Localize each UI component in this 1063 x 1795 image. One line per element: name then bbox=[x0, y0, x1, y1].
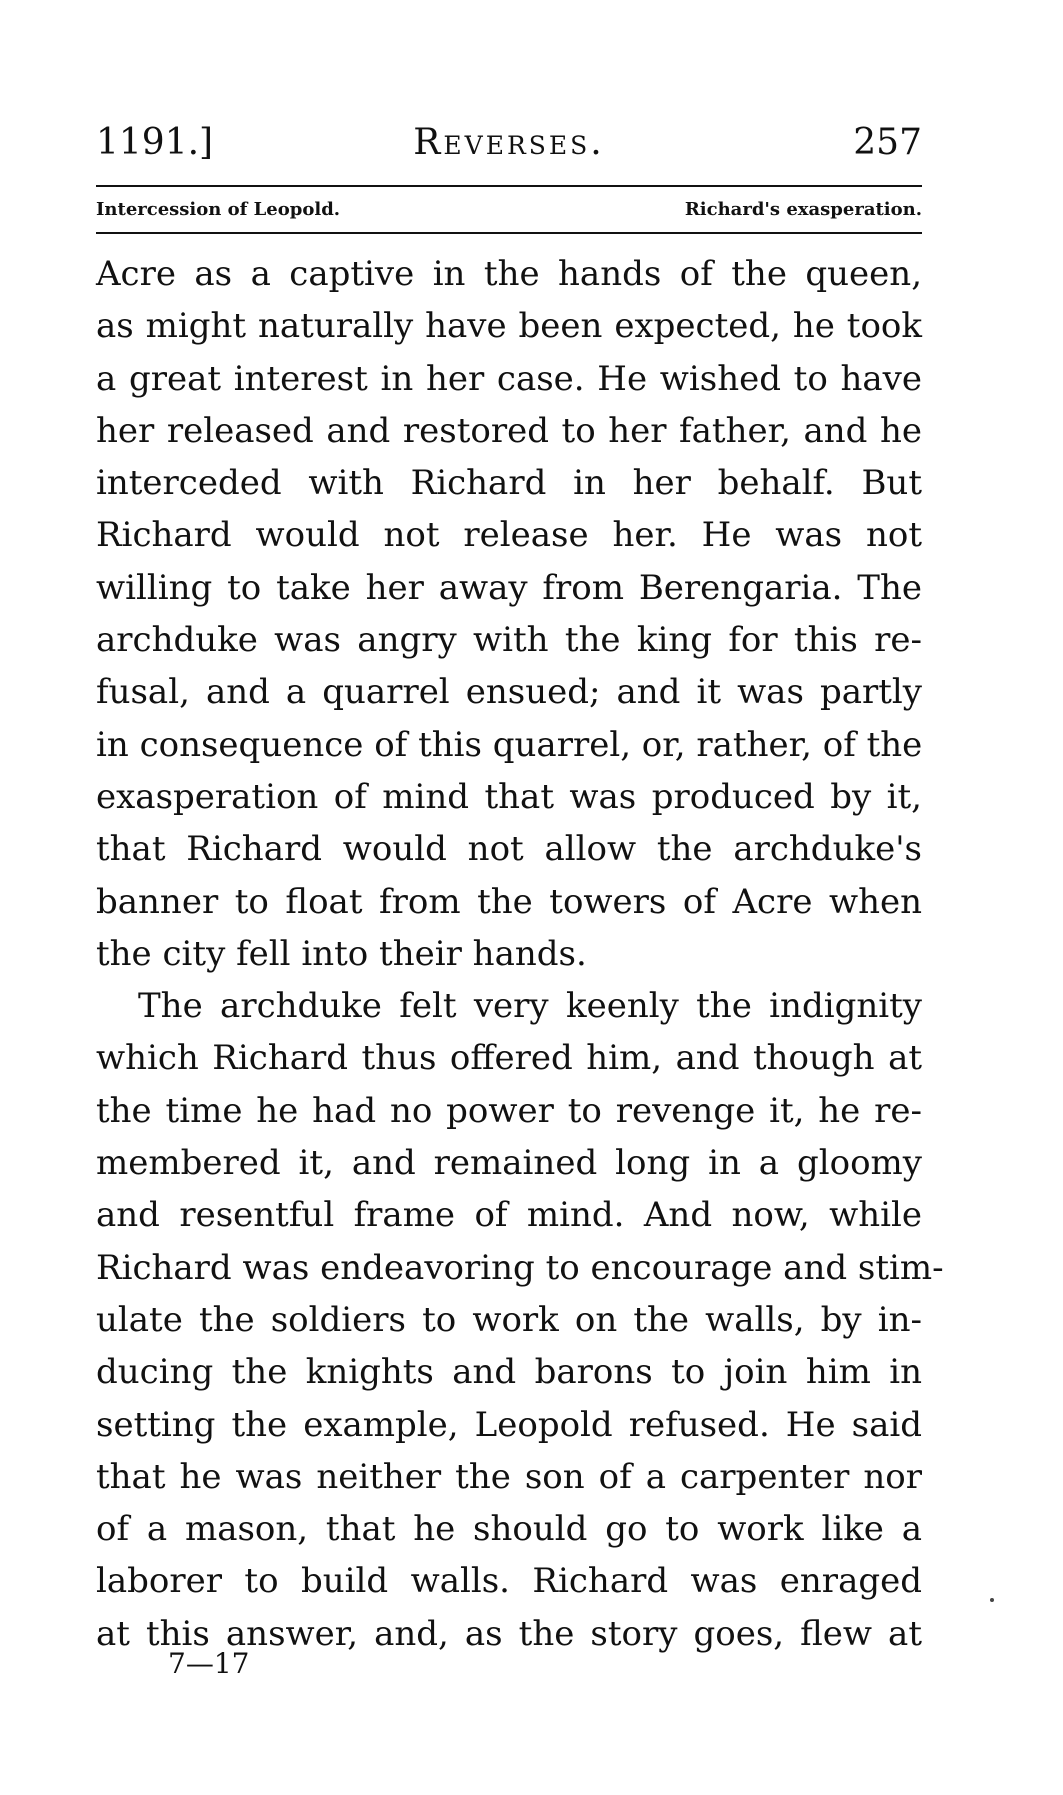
text-line: laborer to build walls. Richard was enraged bbox=[96, 1561, 922, 1602]
paragraph-end-line: the city fell into their hands. bbox=[96, 933, 587, 974]
marginal-subheadings bbox=[96, 192, 922, 228]
text-line: and resentful frame of mind. And now, while bbox=[96, 1195, 922, 1236]
text-line: fusal, and a quarrel ensued; and it was partly bbox=[96, 672, 922, 713]
text-line: in consequence of this quarrel, or, rather, of the bbox=[96, 724, 923, 765]
text-line: willing to take her away from Berengaria. The bbox=[96, 567, 922, 608]
text-line: setting the example, Leopold refused. He said bbox=[96, 1404, 922, 1445]
running-header bbox=[96, 118, 922, 168]
text-line: the time he had no power to revenge it, he re- bbox=[96, 1090, 922, 1131]
text-line: which Richard thus offered him, and though at bbox=[96, 1038, 922, 1079]
text-line: Acre as a captive in the hands of the queen, bbox=[96, 254, 922, 294]
text-line: Richard would not release her. He was not bbox=[96, 515, 922, 556]
text-line: a great interest in her case. He wished to have bbox=[96, 358, 922, 399]
signature-mark: 7—17 bbox=[168, 1647, 250, 1680]
text-line: Richard was endeavoring to encourage and stim- bbox=[96, 1247, 944, 1288]
subheading-left: Intercession of Leopold. bbox=[96, 199, 341, 220]
paragraph-start-line: The archduke felt very keenly the indignity bbox=[138, 986, 922, 1027]
text-line: at this answer, and, as the story goes, flew at bbox=[96, 1613, 922, 1654]
text-line: interceded with Richard in her behalf. But bbox=[96, 463, 922, 504]
text-line: exasperation of mind that was produced by it, bbox=[96, 776, 922, 817]
text-line: membered it, and remained long in a gloomy bbox=[96, 1143, 922, 1184]
header-rule-bottom bbox=[96, 232, 922, 234]
text-line: of a mason, that he should go to work like a bbox=[96, 1509, 922, 1550]
text-line: that Richard would not allow the archduke's bbox=[96, 829, 922, 870]
text-line: archduke was angry with the king for this re- bbox=[96, 620, 922, 661]
page-number: 257 bbox=[853, 122, 922, 163]
header-year: 1191.] bbox=[96, 122, 214, 163]
text-line: that he was neither the son of a carpenter nor bbox=[96, 1456, 922, 1497]
text-line: as might naturally have been expected, he took bbox=[96, 306, 922, 347]
text-line: her released and restored to her father, and he bbox=[96, 410, 922, 451]
text-line: banner to float from the towers of Acre when bbox=[96, 881, 922, 922]
text-line: ulate the soldiers to work on the walls, by in- bbox=[96, 1299, 922, 1340]
subheading-right: Richard's exasperation. bbox=[684, 199, 922, 220]
print-speck bbox=[990, 1598, 994, 1602]
body-text bbox=[96, 248, 944, 1660]
header-rule-top bbox=[96, 185, 922, 187]
text-line: ducing the knights and barons to join him in bbox=[96, 1352, 922, 1393]
header-title: Reverses. bbox=[413, 122, 605, 163]
